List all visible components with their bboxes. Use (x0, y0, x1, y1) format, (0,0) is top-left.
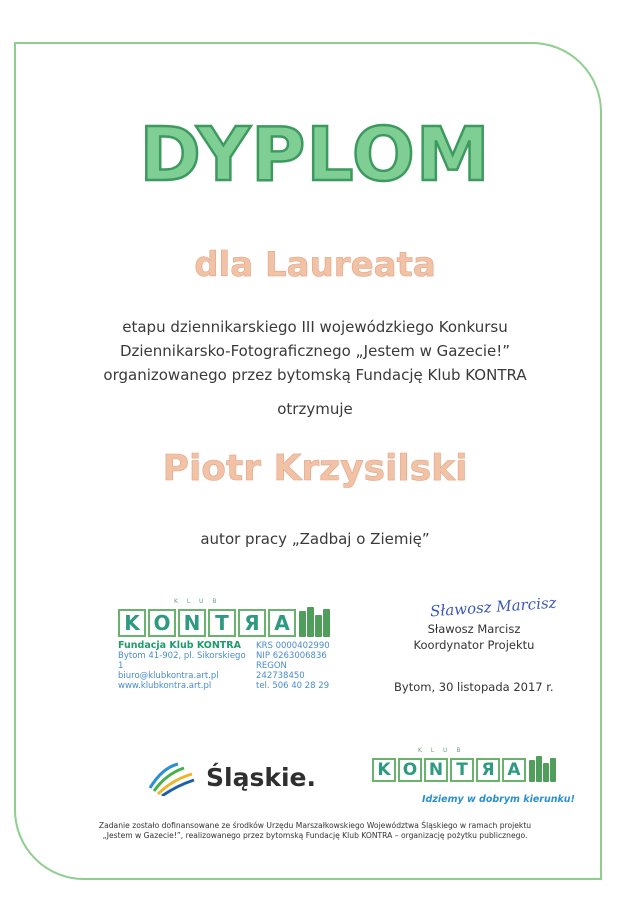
recipient-name: Piotr Krzysilski (162, 448, 468, 489)
logo-letter: A (268, 609, 296, 637)
organization-nip: NIP 6263006836 (256, 651, 327, 661)
organization-email: biuro@klubkontra.art.pl (118, 671, 219, 681)
slogan: Idziemy w dobrym kierunku! (422, 794, 575, 805)
logo-letter: K (372, 758, 396, 782)
organization-tel: tel. 506 40 28 29 (256, 681, 330, 691)
funding-line-1: Zadanie zostało dofinansowane ze środków Urzędu Marszałkowskiego Województwa Śląskiego w ramach projektu (98, 821, 532, 830)
signer-name: Sławosz Marcisz (427, 622, 521, 636)
logo-letter: N (424, 758, 448, 782)
receives-text: otrzymuje (277, 400, 353, 418)
handwritten-signature: Sławosz Marcisz (429, 593, 558, 621)
people-icon (299, 607, 330, 637)
slaskie-waves-icon (148, 758, 196, 796)
logo-letter: Я (238, 609, 266, 637)
slaskie-wordmark: Śląskie. (206, 762, 316, 792)
logo-letter: Я (476, 758, 500, 782)
kontra-logo (118, 598, 330, 637)
organization-address: Bytom 41-902, pl. Sikorskiego 1 (118, 651, 246, 671)
logo-letter: N (178, 609, 206, 637)
organization-regon: REGON 242738450 (256, 661, 305, 681)
organization-website: www.klubkontra.art.pl (118, 681, 212, 691)
logo-letter: A (502, 758, 526, 782)
organization-name: Fundacja Klub KONTRA (118, 640, 241, 651)
klub-label: KLUB (174, 598, 226, 605)
funding-line-2: „Jestem w Gazecie!”, realizowanego przez bytomską Fundację Klub KONTRA – organizację pożytku publicznego. (102, 831, 528, 840)
people-icon (529, 756, 556, 782)
logo-letter: O (398, 758, 422, 782)
diploma-title: DYPLOM (139, 112, 491, 198)
work-title: autor pracy „Zadbaj o Ziemię” (200, 530, 430, 548)
logo-letter: T (208, 609, 236, 637)
logo-letter: T (450, 758, 474, 782)
intro-line-2: Dziennikarsko-Fotograficznego „Jestem w Gazecie!” (119, 342, 511, 360)
organization-registry (256, 641, 336, 691)
issue-date: Bytom, 30 listopada 2017 r. (394, 680, 554, 694)
slaskie-logo (148, 758, 316, 796)
organization-krs: KRS 0000402990 (256, 641, 330, 651)
logo-letter: K (118, 609, 146, 637)
klub-label: KLUB (418, 747, 470, 754)
intro-line-1: etapu dziennikarskiego III wojewódzkiego Konkursu (122, 318, 508, 336)
logo-letter: O (148, 609, 176, 637)
signer-role: Koordynator Projektu (413, 638, 535, 652)
kontra-logo-small (372, 747, 556, 782)
funding-note (0, 821, 630, 841)
organization-contact (118, 641, 248, 691)
intro-line-3: organizowanego przez bytomską Fundację Klub KONTRA (103, 366, 527, 384)
diploma-subtitle: dla Laureata (194, 245, 436, 285)
